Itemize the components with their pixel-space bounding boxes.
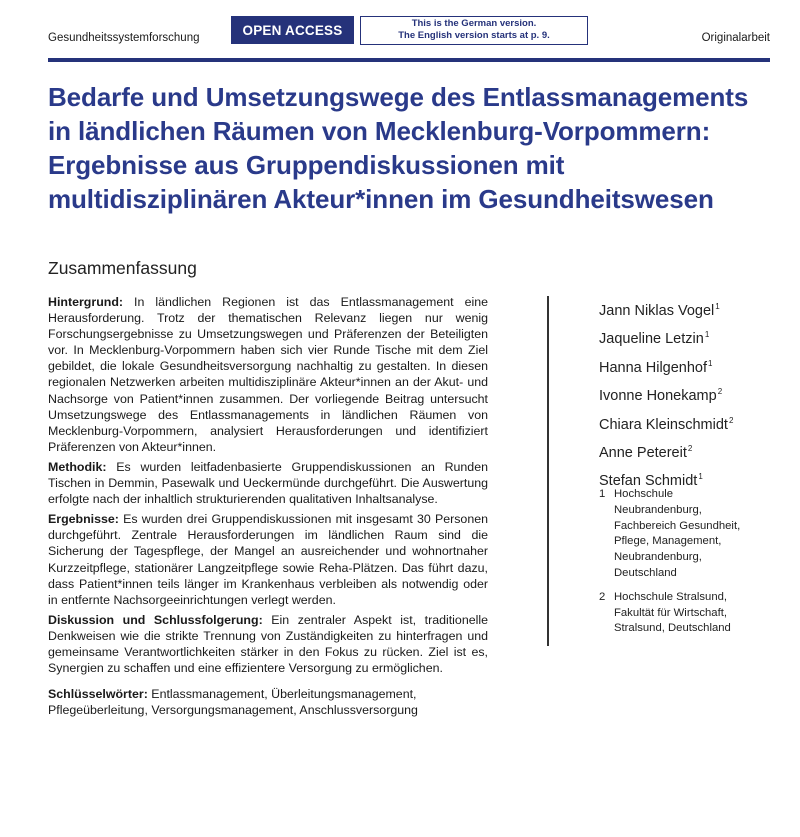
abstract-label: Hintergrund:	[48, 295, 124, 309]
author-name: Anne Petereit	[599, 445, 687, 462]
abstract-text: Es wurden drei Gruppendiskussionen mit insgesamt 30 Personen durchgeführt. Zentrale Herausforderungen im ländlichen Raum sind die Sicherung der Tagespflege, der Mangel an ausreichender und wohnortnaher Kurzzeitpflege, stationärer Langzeitpflege sowie Reha-Plätzen. Das führt dazu, dass Patient*innen teils länger im Krankenhaus verbleiben als notwendig oder in entfernte Nachsorgeeinrichtungen verlegt werden.	[48, 512, 488, 607]
author-name: Ivonne Honekamp	[599, 388, 717, 405]
affiliation-text	[614, 487, 789, 582]
column-divider	[547, 296, 549, 646]
title-line: Ergebnisse aus Gruppendiskussionen mit	[48, 150, 565, 180]
author	[599, 323, 733, 351]
affiliation-line: Pflege, Management,	[614, 535, 722, 548]
affiliation	[599, 590, 789, 637]
author	[599, 380, 733, 408]
affiliation-line: Neubrandenburg,	[614, 551, 702, 564]
affiliation-line: Stralsund, Deutschland	[614, 622, 731, 635]
abstract-methods	[48, 459, 488, 507]
abstract-keywords	[48, 686, 488, 718]
affiliation	[599, 487, 789, 582]
abstract	[48, 294, 488, 722]
section-heading: Zusammenfassung	[48, 258, 197, 278]
author-name: Jann Niklas Vogel	[599, 303, 715, 319]
author-affiliation-mark: 1	[708, 358, 713, 368]
article-type: Originalarbeit	[701, 32, 770, 44]
language-note-line-1: This is the German version.	[411, 18, 537, 29]
author-affiliation-mark: 2	[717, 387, 723, 397]
author-list	[599, 295, 733, 494]
keywords-text: Entlassmanagement, Überleitungsmanagement, Pflegeüberleitung, Versorgungsmanagement, Anschlussversorgung	[48, 687, 418, 718]
abstract-text: Es wurden leitfadenbasierte Gruppendiskussionen an Runden Tischen in Demmin, Pasewalk und Ueckermünde durchgeführt. Die Auswertung erfolgte nach der inhaltlich strukturierenden qualitativen Inhaltsanalyse.	[48, 459, 488, 507]
author-affiliation-mark: 1	[715, 302, 720, 311]
abstract-discussion	[48, 612, 488, 676]
author-affiliation-mark: 2	[728, 415, 734, 425]
author	[599, 409, 733, 437]
author-affiliation-mark: 1	[698, 472, 703, 482]
affiliation-list	[599, 487, 789, 645]
affiliation-line: Deutschland	[614, 566, 677, 579]
title-line: Bedarfe und Umsetzungswege des Entlassmanagements	[48, 82, 749, 112]
abstract-background	[48, 294, 488, 455]
author	[599, 352, 733, 380]
affiliation-line: Fakultät für Wirtschaft,	[614, 606, 727, 619]
affiliation-line: Neubrandenburg,	[614, 503, 702, 516]
author-name: Chiara Kleinschmidt	[599, 416, 728, 433]
affiliation-line: Hochschule Stralsund,	[614, 590, 728, 603]
affiliation-number: 2	[599, 590, 606, 603]
abstract-results	[48, 511, 488, 608]
author-name: Stefan Schmidt	[599, 473, 698, 490]
language-note-line-2: The English version starts at p. 9.	[398, 30, 550, 41]
abstract-label: Ergebnisse:	[48, 512, 119, 527]
title-line: multidisziplinären Akteur*innen im Gesundheitswesen	[48, 184, 714, 214]
affiliation-line: Fachbereich Gesundheit,	[614, 519, 741, 532]
affiliation-text	[614, 590, 789, 637]
open-access-badge: OPEN ACCESS	[231, 16, 354, 44]
abstract-label: Diskussion und Schlussfolgerung:	[48, 612, 263, 627]
abstract-text: Ein zentraler Aspekt ist, traditionelle Denkweisen wie die strikte Trennung von Zuständigkeiten zu hinterfragen und gemeinsame Verantwortlichkeiten stärker in den Fokus zu rücken. Ziel ist es, Synergien zu schaffen und eine effizientere Versorgung zu ermöglichen.	[48, 612, 488, 676]
affiliation-number: 1	[599, 488, 606, 500]
abstract-label: Methodik:	[48, 459, 107, 474]
language-note-link[interactable]	[360, 16, 588, 45]
article-title	[48, 80, 778, 216]
author-affiliation-mark: 2	[687, 444, 693, 454]
author-name: Hanna Hilgenhof	[599, 359, 708, 376]
abstract-text: In ländlichen Regionen ist das Entlassmanagement eine Herausforderung. Trotz der thematischen Relevanz liegen nur wenig Forschungsergebnisse zu Umsetzungswegen und Präferenzen der Beteiligten vor. In Mecklenburg-Vorpommern haben sich vier Runde Tische mit dem Ziel gebildet, die lokale Gesundheitsversorgung nachhaltig zu gestalten. In diesen regionalen Netzwerken arbeiten multidisziplinäre Akteur*innen an der Akut- und Nachsorge von Patient*innen zusammen. Der vorliegende Beitrag untersucht Umsetzungswege des Entlassmanagements in ländlichen Räumen von Mecklenburg-Vorpommern, analysiert Herausforderungen und identifiziert Präferenzen von Akteur*innen.	[48, 295, 488, 454]
title-line: in ländlichen Räumen von Mecklenburg-Vorpommern:	[48, 116, 711, 146]
header-rule	[48, 58, 770, 62]
author	[599, 295, 733, 323]
author-affiliation-mark: 1	[704, 330, 710, 340]
affiliation-line: Hochschule	[614, 488, 674, 500]
page-header	[48, 16, 770, 48]
author-name: Jaqueline Letzin	[599, 331, 704, 348]
keywords-label: Schlüsselwörter:	[48, 687, 148, 702]
journal-section: Gesundheitssystemforschung	[48, 32, 200, 44]
author	[599, 437, 733, 465]
